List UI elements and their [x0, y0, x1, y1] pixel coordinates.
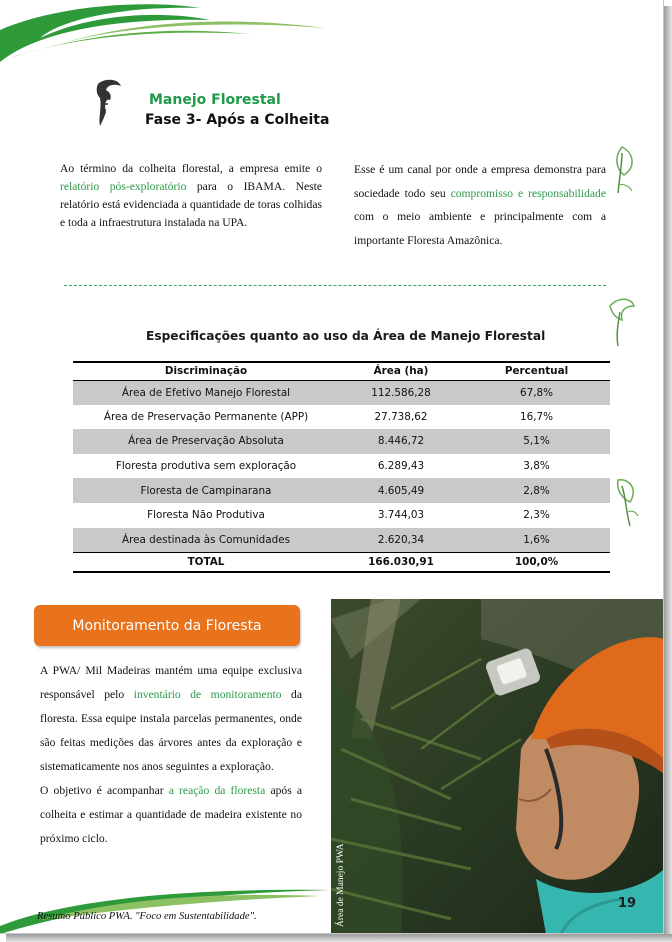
total-label: TOTAL: [73, 552, 339, 572]
intro-col2-text-a: Esse é um canal por onde a empresa demonstra para sociedade todo seu: [354, 163, 606, 200]
row-label: Área de Efetivo Manejo Florestal: [73, 380, 339, 405]
section-title: Manejo Florestal: [149, 92, 281, 108]
intro-col1-text-a: Ao término da colheita florestal, a empresa emite o: [60, 162, 322, 175]
table-row: [73, 503, 610, 528]
intro-col1-text-b: para o IBAMA. Neste relatório está evidenciada a quantidade de toras colhidas e toda a infraestrutura instalada na UPA.: [60, 180, 322, 229]
row-label: Área de Preservação Absoluta: [73, 429, 339, 454]
intro-column-1: [60, 160, 322, 232]
intro-column-2: [354, 158, 606, 252]
monitoring-p2-text-b: após a colheita e estimar a quantidade de madeira existente no próximo ciclo.: [40, 784, 303, 845]
green-swoosh-decoration: [0, 880, 340, 934]
header-discriminacao: Discriminação: [73, 362, 339, 380]
forest-worker-photo: [331, 599, 664, 934]
row-label: Floresta produtiva sem exploração: [115, 460, 297, 473]
row-pct: 67,8%: [463, 380, 610, 405]
monitoring-section-header: Monitoramento da Floresta: [34, 605, 300, 646]
row-pct: 2,3%: [523, 509, 550, 522]
monitoring-p1-highlight: inventário de monitoramento: [133, 688, 282, 701]
row-pct: 16,7%: [519, 410, 553, 423]
monitoring-paragraph-2: [40, 779, 302, 851]
table-row: [73, 478, 610, 503]
tree-logo-icon: [94, 78, 124, 128]
spec-table: [73, 361, 610, 573]
leaf-icon: [606, 296, 636, 348]
table-row: [73, 528, 610, 553]
monitoring-p2-text-a: O objetivo é acompanhar: [40, 784, 169, 797]
row-label: Área destinada às Comunidades: [73, 528, 339, 553]
row-label: Floresta de Campinarana: [73, 478, 339, 503]
monitoring-p2-highlight: a reação da floresta: [168, 784, 266, 797]
row-label: Floresta Não Produtiva: [147, 509, 265, 522]
row-pct: 5,1%: [463, 429, 610, 454]
monitoring-text: [40, 659, 302, 851]
row-pct: 1,6%: [463, 528, 610, 553]
table-total-row: [73, 552, 610, 572]
monitoring-p1-text-b: da floresta. Essa equipe instala parcelas permanentes, onde são feitas medições das árvores antes da exploração e sistematicamente nos anos seguintes a exploração.: [40, 688, 302, 773]
table-row: [73, 429, 610, 454]
phase-title: Fase 3- Após a Colheita: [145, 112, 330, 128]
page-shadow-bottom: [6, 934, 672, 942]
footer-text: Resumo Público PWA. "Foco em Sustentabilidade".: [37, 911, 257, 922]
intro-col2-highlight: compromisso e responsabilidade: [450, 186, 606, 200]
leaf-icon: [612, 476, 642, 528]
row-pct: 3,8%: [523, 460, 550, 473]
row-area: 4.605,49: [339, 478, 463, 503]
monitoring-paragraph-1: [40, 659, 302, 779]
photo-caption: Área de Manejo PWA: [336, 843, 346, 927]
total-area: 166.030,91: [339, 552, 463, 572]
spec-table-title: Especificações quanto ao uso da Área de Manejo Florestal: [146, 329, 546, 343]
leaf-icon: [608, 145, 638, 197]
row-area: 2.620,34: [339, 528, 463, 553]
total-pct: 100,0%: [463, 552, 610, 572]
table-header-row: [73, 362, 610, 380]
row-area: 27.738,62: [374, 410, 428, 423]
page-number: 19: [618, 896, 637, 911]
page-shadow-right: [664, 6, 672, 942]
intro-col1-highlight: relatório pós-exploratório: [60, 180, 187, 193]
row-area: 6.289,43: [377, 460, 425, 473]
table-row: [73, 380, 610, 405]
intro-col2-text-b: com o meio ambiente e principalmente com a importante Floresta Amazônica.: [354, 210, 606, 247]
row-area: 3.744,03: [377, 509, 425, 522]
row-pct: 2,8%: [463, 478, 610, 503]
section-divider: [64, 285, 606, 286]
row-area: 112.586,28: [339, 380, 463, 405]
table-row: [73, 454, 610, 479]
green-swoosh-decoration: [0, 0, 330, 70]
row-area: 8.446,72: [339, 429, 463, 454]
row-label: Área de Preservação Permanente (APP): [103, 410, 309, 423]
header-percentual: Percentual: [463, 362, 610, 380]
monitoring-p1-text-a: A PWA/ Mil Madeiras mantém uma equipe exclusiva responsável pelo: [40, 664, 302, 701]
table-row: [73, 405, 610, 430]
header-area: Área (ha): [339, 362, 463, 380]
